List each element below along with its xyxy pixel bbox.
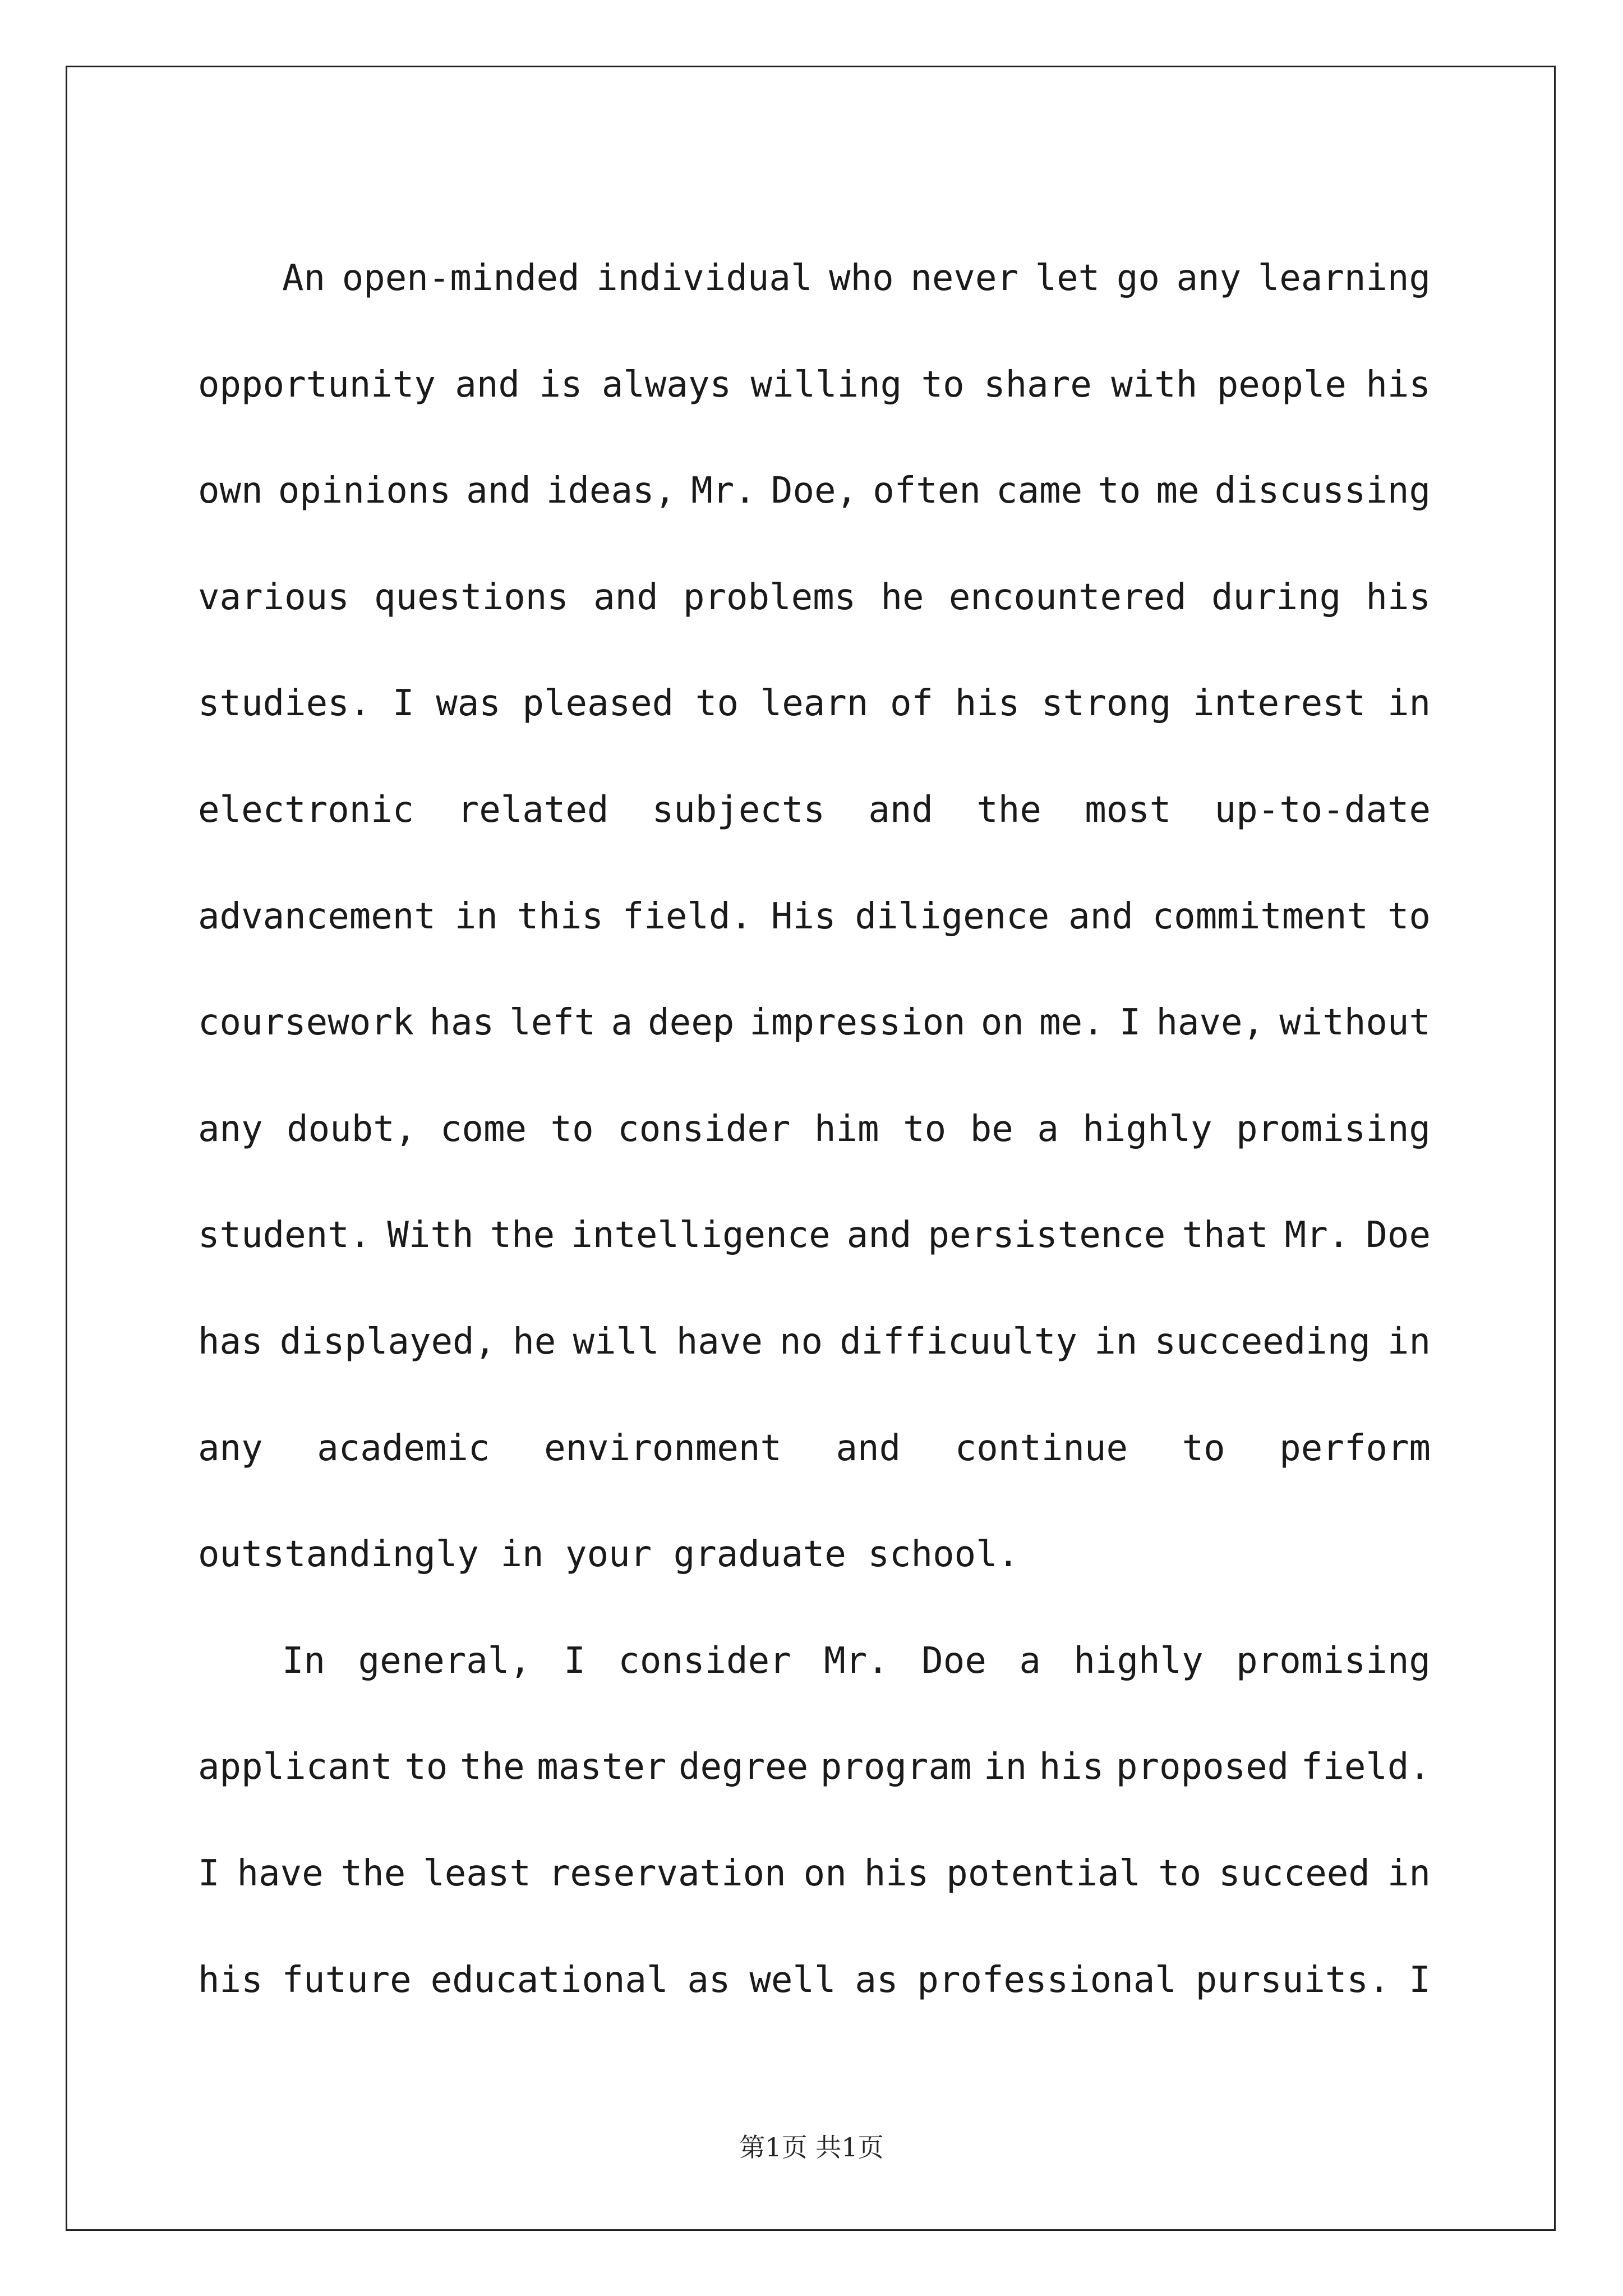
- text-line: opportunity and is always willing to share with people his: [198, 364, 1431, 406]
- text-line: outstandingly in your graduate school.: [198, 1534, 1020, 1576]
- paragraph: [198, 226, 1431, 1608]
- text-line: I have the least reservation on his potential to succeed in: [198, 1852, 1431, 1894]
- text-line: advancement in this field. His diligence and commitment to: [198, 895, 1431, 937]
- text-line: own opinions and ideas, Mr. Doe, often came to me discussing: [198, 470, 1431, 512]
- text-line: An open-minded individual who never let go any learning: [282, 257, 1431, 299]
- letter-body: [198, 226, 1431, 2033]
- text-line: any doubt, come to consider him to be a highly promising: [198, 1108, 1431, 1150]
- text-line: student. With the intelligence and persistence that Mr. Doe: [198, 1214, 1431, 1257]
- text-line: applicant to the master degree program in his proposed field.: [198, 1746, 1431, 1788]
- text-line: his future educational as well as professional pursuits. I: [198, 1959, 1431, 2001]
- paragraph: [198, 1608, 1431, 2033]
- text-line: coursework has left a deep impression on me. I have, without: [198, 1002, 1431, 1044]
- text-line: has displayed, he will have no difficuulty in succeeding in: [198, 1320, 1431, 1363]
- page-number-footer: 第1页 共1页: [739, 2132, 884, 2162]
- text-line: electronic related subjects and the most up-to-date: [198, 789, 1431, 831]
- text-line: various questions and problems he encountered during his: [198, 576, 1431, 618]
- text-line: any academic environment and continue to perform: [198, 1427, 1431, 1469]
- text-line: In general, I consider Mr. Doe a highly promising: [282, 1640, 1431, 1682]
- text-line: studies. I was pleased to learn of his strong interest in: [198, 683, 1431, 725]
